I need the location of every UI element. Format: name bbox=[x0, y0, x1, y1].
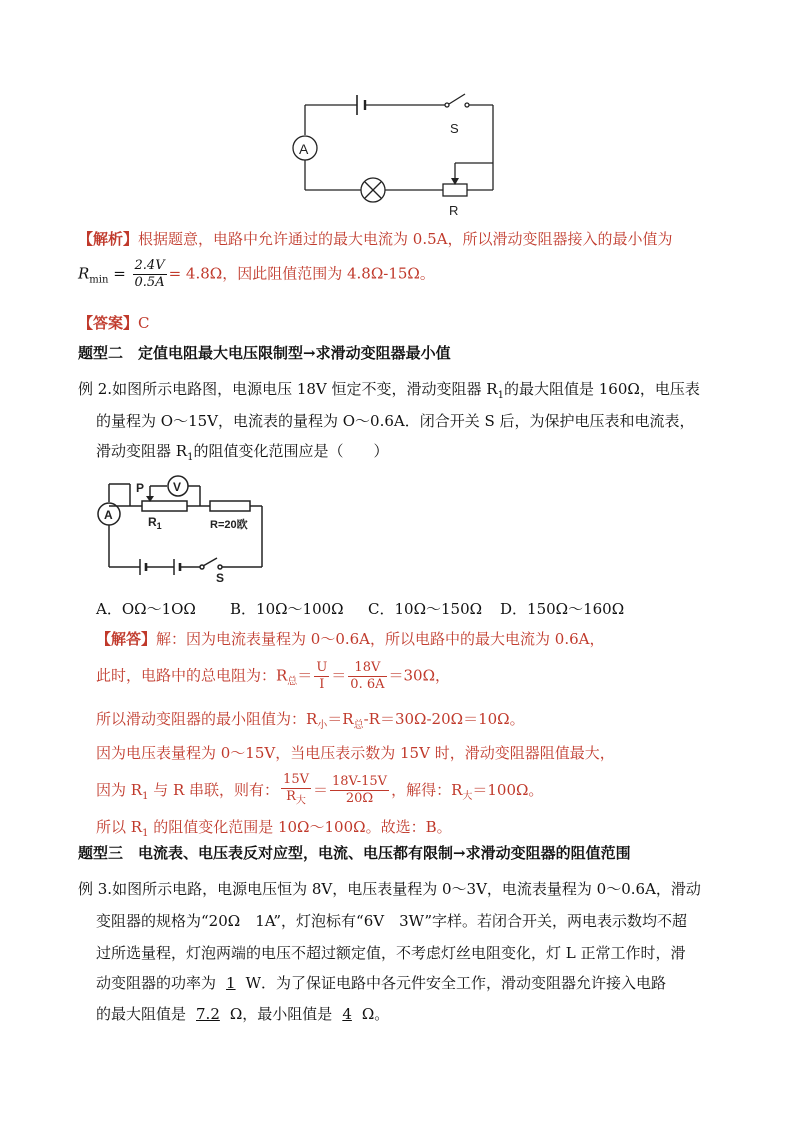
ammeter-2-label: A bbox=[104, 508, 113, 522]
example-3-line-1: 例 3.如图所示电路，电源电压恒为 8V，电压表量程为 0～3V，电流表量程为 0～0.6A，滑动 bbox=[78, 880, 701, 898]
section-2-title: 题型二 定值电阻最大电压限制型→求滑动变阻器最小值 bbox=[78, 344, 451, 362]
solution-line-4: 因为电压表量程为 0～15V，当电压表示数为 15V 时，滑动变阻器阻值最大， bbox=[96, 744, 615, 762]
rmin-sub: min bbox=[89, 274, 109, 286]
answer-blank-3: 4 bbox=[342, 1005, 352, 1023]
rmin-result: = 4.8Ω，因此阻值范围为 4.8Ω-15Ω。 bbox=[168, 264, 435, 283]
ammeter-label: A bbox=[299, 141, 309, 157]
rmin-lhs: R bbox=[78, 264, 90, 283]
slider-p-label: P bbox=[136, 481, 145, 495]
solution-line-1: 【解答】解：因为电流表量程为 0～0.6A，所以电路中的最大电流为 0.6A， bbox=[96, 630, 605, 648]
circuit-diagram-1 bbox=[285, 90, 500, 220]
option-c: C．10Ω～150Ω bbox=[368, 600, 483, 618]
analysis-tag: 【解析】 bbox=[78, 230, 139, 248]
example-3-line-4: 动变阻器的功率为 1 W．为了保证电路中各元件安全工作，滑动变阻器允许接入电路 bbox=[96, 974, 666, 992]
voltmeter-label: V bbox=[173, 480, 182, 494]
section-3-title: 题型三 电流表、电压表反对应型，电流、电压都有限制→求滑动变阻器的阻值范围 bbox=[78, 844, 631, 862]
analysis-text: 根据题意，电路中允许通过的最大电流为 0.5A，所以滑动变阻器接入的最小值为 bbox=[138, 230, 673, 248]
example-2-line-1: 例 2.如图所示电路图，电源电压 18V 恒定不变，滑动变阻器 $R_1$的最大阻值是 160Ω，电压表 bbox=[78, 380, 700, 401]
answer-line bbox=[78, 312, 150, 334]
r-fixed-label: R=20欧 bbox=[210, 519, 248, 531]
switch-2-label: S bbox=[216, 571, 225, 585]
solution-line-6: 所以 $R_1$ 的阻值变化范围是 10Ω～100Ω。故选：B。 bbox=[96, 818, 452, 839]
example-2-line-2: 的量程为 O～15V，电流表的量程为 O～0.6A．闭合开关 S 后，为保护电压表和电流表， bbox=[96, 412, 695, 430]
option-b: B．10Ω～100Ω bbox=[230, 600, 344, 618]
r1-label: $R_1$ bbox=[148, 515, 162, 531]
solution-line-5: 因为 $R_1$ 与 R 串联，则有： $\frac{15V}{R_大}$ ＝ $\frac{18V-15V}{20\Omega}$ ，解得：$R_大=100\Omega$。 bbox=[96, 772, 543, 810]
circuit-diagram-2 bbox=[92, 472, 272, 587]
rheostat-label: R bbox=[449, 203, 459, 218]
example-2-line-3: 滑动变阻器 $R_1$的阻值变化范围应是（ ） bbox=[96, 442, 389, 463]
ratio-fraction-1: $\frac{15V}{R_大}$ bbox=[283, 772, 309, 807]
example-3-line-3: 过所选量程，灯泡两端的电压不超过额定值，不考虑灯丝电阻变化，灯 L 正常工作时，滑 bbox=[96, 944, 686, 962]
example-3-line-5: 的最大阻值是 7.2 Ω，最小阻值是 4 Ω。 bbox=[96, 1005, 390, 1023]
answer-value: C bbox=[138, 314, 150, 332]
solution-line-2: 此时，电路中的总电阻为：$R_总=$ $\frac{U}{I}$ ＝ $\frac{18V}{0. 6A}$ ＝30Ω， bbox=[96, 660, 451, 692]
example-3-line-2: 变阻器的规格为“20Ω 1A”，灯泡标有“6V 3W”字样。若闭合开关，两电表示数均不超 bbox=[96, 912, 687, 930]
answer-blank-2: 7.2 bbox=[196, 1005, 220, 1023]
option-a: A．OΩ～1OΩ bbox=[96, 600, 196, 618]
analysis-line-1 bbox=[78, 228, 672, 250]
solution-line-3: 所以滑动变阻器的最小阻值为：$R_小=R_总-R=30\Omega-20\Omega=10\Omega$。 bbox=[96, 710, 525, 731]
rmin-fraction: $\frac{2.4V}{0.5A}$ bbox=[134, 258, 165, 290]
answer-tag: 【答案】 bbox=[78, 314, 139, 332]
u-over-i-fraction: $\frac{U}{I}$ bbox=[316, 660, 328, 692]
answer-blank-1: 1 bbox=[226, 974, 236, 992]
ratio-fraction-2: $\frac{18V-15V}{20\Omega}$ bbox=[332, 774, 388, 807]
option-d: D．150Ω～160Ω bbox=[500, 600, 625, 618]
voltage-over-current-fraction: $\frac{18V}{0. 6A}$ bbox=[350, 660, 385, 692]
switch-label: S bbox=[450, 121, 459, 136]
analysis-formula: $R_{min}$ = $\frac{2.4V}{0.5A}$ = 4.8Ω，因此阻值范围为 4.8Ω-15Ω。 bbox=[78, 258, 435, 290]
